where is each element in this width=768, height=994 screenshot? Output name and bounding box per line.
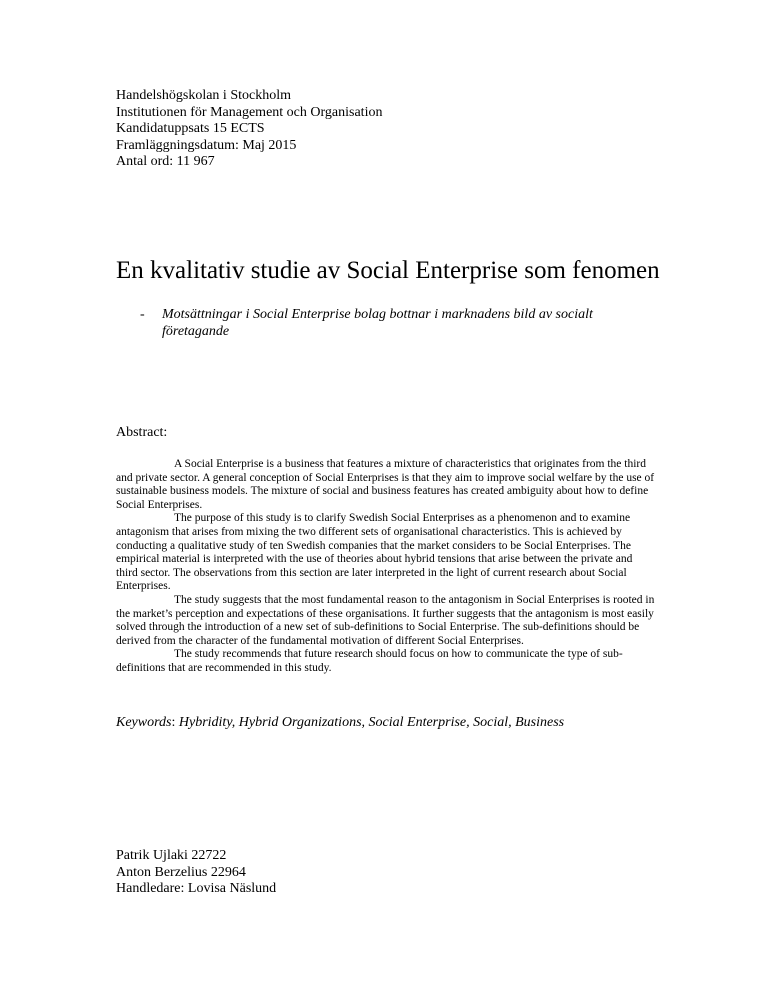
- abstract-heading: Abstract:: [116, 425, 168, 440]
- abstract-paragraph: A Social Enterprise is a business that features a mixture of characteristics that originates from the third and private sector. A general conception of Social Enterprises is that they aim to improve social welfare by the use of sustainable business models. The mixture of social and business features has created ambiguity about how to define Social Enterprises.: [116, 458, 655, 511]
- keywords-values: Hybridity, Hybrid Organizations, Social Enterprise, Social, Business: [178, 715, 565, 730]
- keywords-separator: :: [171, 715, 179, 730]
- keywords-line: [116, 714, 564, 731]
- document-title: En kvalitativ studie av Social Enterprise som fenomen: [116, 257, 660, 284]
- presentation-date: Framläggningsdatum: Maj 2015: [116, 137, 297, 153]
- document-header: [116, 88, 382, 171]
- word-count: Antal ord: 11 967: [116, 154, 215, 169]
- document-subtitle: [140, 306, 660, 340]
- supervisor: Handledare: Lovisa Näslund: [116, 881, 277, 896]
- author-info: [116, 848, 276, 898]
- author-1: Patrik Ujlaki 22722: [116, 848, 227, 863]
- keywords-label: Keywords: [116, 715, 172, 730]
- abstract-body: [116, 458, 656, 676]
- school-name: Handelshögskolan i Stockholm: [116, 88, 291, 103]
- author-2: Anton Berzelius 22964: [116, 864, 246, 880]
- abstract-paragraph: The study recommends that future research should focus on how to communicate the type of sub-definitions that are recommended in this study.: [116, 648, 623, 674]
- department-name: Institutionen för Management och Organisation: [116, 104, 383, 120]
- subtitle-text: Motsättningar i Social Enterprise bolag bottnar i marknadens bild av socialt företagande: [162, 307, 593, 339]
- abstract-paragraph: The study suggests that the most fundamental reason to the antagonism in Social Enterprises is rooted in the market’s perception and expectations of these organisations. It further suggests that the antagonism is most easily solved through the introduction of a new set of sub-definitions to Social Enterprise. The sub-definitions should be derived from the character of the fundamental motivation of different Social Enterprises.: [116, 593, 655, 647]
- thesis-type: Kandidatuppsats 15 ECTS: [116, 121, 265, 136]
- abstract-paragraph: The purpose of this study is to clarify Swedish Social Enterprises as a phenomenon and to examine antagonism that arises from mixing the two different sets of organisational characteristics. This is achieved by conducting a qualitative study of ten Swedish companies that the market considers to be Social Enterprises. The empirical material is interpreted with the use of theories about hybrid tensions that arise between the private and third sector. The observations from this section are later interpreted in the light of current research about Social Enterprises.: [116, 512, 633, 593]
- subtitle-dash: -: [140, 307, 145, 322]
